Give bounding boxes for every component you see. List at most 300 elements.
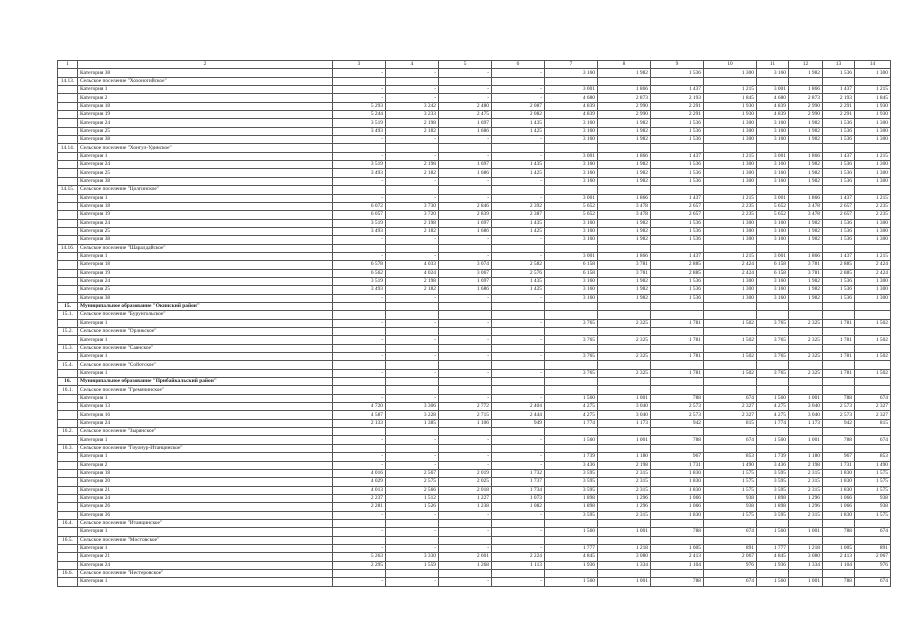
column-number: 2 <box>78 61 333 69</box>
value-cell: - <box>492 511 545 519</box>
value-cell: 967 <box>823 453 855 461</box>
value-cell: 2 873 <box>598 94 651 102</box>
value-cell <box>823 186 855 194</box>
table-row <box>58 294 891 302</box>
value-cell: 3 493 <box>333 227 386 235</box>
value-cell: 3 160 <box>545 161 598 169</box>
value-cell <box>439 361 492 369</box>
value-cell <box>704 328 757 336</box>
value-cell: 3 765 <box>757 353 789 361</box>
value-cell: 1 536 <box>823 127 855 135</box>
value-cell: 1 536 <box>651 169 704 177</box>
value-cell: 3 160 <box>757 294 789 302</box>
value-cell: 3 160 <box>757 69 789 77</box>
value-cell <box>823 344 855 352</box>
value-cell: 1 300 <box>855 127 891 135</box>
value-cell: 1 982 <box>789 119 823 127</box>
value-cell: 815 <box>704 419 757 427</box>
value-cell: 1 227 <box>439 494 492 502</box>
row-number-cell <box>58 161 78 169</box>
row-number-cell <box>58 169 78 177</box>
value-cell: 1 982 <box>789 236 823 244</box>
row-number-cell: 15.2. <box>58 328 78 336</box>
value-cell <box>855 77 891 85</box>
value-cell: 674 <box>704 578 757 586</box>
value-cell: 1 425 <box>492 286 545 294</box>
value-cell: 1 982 <box>789 169 823 177</box>
value-cell: 1 300 <box>704 227 757 235</box>
value-cell: 3 595 <box>545 469 598 477</box>
value-cell: - <box>439 544 492 552</box>
value-cell <box>333 244 386 252</box>
value-cell: 1 731 <box>823 461 855 469</box>
table-row <box>58 486 891 494</box>
table-header-row <box>58 61 891 69</box>
value-cell: 3 080 <box>789 553 823 561</box>
value-cell: 788 <box>651 394 704 402</box>
table-row <box>58 311 891 319</box>
row-name-cell: Сельское поселение "Зырянское" <box>78 428 333 436</box>
value-cell: 788 <box>823 528 855 536</box>
value-cell: - <box>386 336 439 344</box>
value-cell: 1 073 <box>492 494 545 502</box>
value-cell: - <box>439 453 492 461</box>
value-cell <box>439 569 492 577</box>
value-cell: 938 <box>855 494 891 502</box>
value-cell: - <box>333 194 386 202</box>
value-cell: 1 982 <box>598 169 651 177</box>
row-name-cell: Категория 25 <box>78 286 333 294</box>
value-cell: 3 160 <box>757 136 789 144</box>
value-cell: 1 898 <box>545 494 598 502</box>
row-name-cell: Категория 24 <box>78 561 333 569</box>
value-cell: 1 866 <box>598 152 651 160</box>
row-number-cell <box>58 236 78 244</box>
value-cell: 1 300 <box>704 294 757 302</box>
value-cell <box>757 378 789 386</box>
value-cell <box>855 569 891 577</box>
value-cell <box>492 378 545 386</box>
value-cell: - <box>492 336 545 344</box>
value-cell <box>545 428 598 436</box>
row-number-cell <box>58 252 78 260</box>
value-cell: 1 930 <box>855 111 891 119</box>
column-number: 5 <box>439 61 492 69</box>
value-cell: 1 982 <box>598 236 651 244</box>
value-cell: 1 982 <box>789 219 823 227</box>
value-cell: 1 536 <box>823 69 855 77</box>
value-cell: 674 <box>704 436 757 444</box>
value-cell: 1 982 <box>598 177 651 185</box>
value-cell: - <box>492 252 545 260</box>
value-cell: 1 575 <box>704 486 757 494</box>
value-cell: 1 781 <box>651 336 704 344</box>
table-row <box>58 569 891 577</box>
value-cell: - <box>492 236 545 244</box>
table-row <box>58 277 891 285</box>
value-cell: 1 686 <box>439 227 492 235</box>
value-cell: 1 215 <box>704 152 757 160</box>
row-number-cell <box>58 69 78 77</box>
value-cell <box>757 536 789 544</box>
value-cell: 6 158 <box>545 261 598 269</box>
value-cell: 1 686 <box>439 286 492 294</box>
value-cell <box>386 302 439 310</box>
value-cell: - <box>439 336 492 344</box>
table-row <box>58 536 891 544</box>
value-cell: 1 300 <box>855 227 891 235</box>
value-cell: 1 536 <box>651 127 704 135</box>
value-cell <box>789 386 823 394</box>
value-cell: 1 936 <box>545 561 598 569</box>
row-name-cell: Категория 1 <box>78 194 333 202</box>
value-cell: - <box>386 136 439 144</box>
value-cell: 976 <box>704 561 757 569</box>
table-row <box>58 86 891 94</box>
value-cell: 1 001 <box>598 394 651 402</box>
value-cell: 2 198 <box>789 461 823 469</box>
value-cell: - <box>333 394 386 402</box>
value-cell: 3 765 <box>545 319 598 327</box>
table-row <box>58 553 891 561</box>
value-cell: - <box>492 544 545 552</box>
value-cell: 1 300 <box>855 161 891 169</box>
value-cell: - <box>386 252 439 260</box>
value-cell <box>598 77 651 85</box>
value-cell: 3 330 <box>386 553 439 561</box>
value-cell: 1 866 <box>598 252 651 260</box>
value-cell <box>757 244 789 252</box>
value-cell: 2 325 <box>789 353 823 361</box>
value-cell: 1 936 <box>757 561 789 569</box>
value-cell <box>704 144 757 152</box>
value-cell: 4 275 <box>757 411 789 419</box>
value-cell: 1 781 <box>651 319 704 327</box>
row-number-cell <box>58 111 78 119</box>
value-cell: 2 573 <box>651 403 704 411</box>
value-cell: 4 029 <box>333 478 386 486</box>
value-cell: 3 040 <box>789 403 823 411</box>
value-cell: 1 300 <box>704 236 757 244</box>
value-cell: - <box>333 152 386 160</box>
value-cell: 1 300 <box>704 177 757 185</box>
value-cell: - <box>492 436 545 444</box>
value-cell: 1 781 <box>651 369 704 377</box>
value-cell: - <box>386 461 439 469</box>
value-cell <box>823 311 855 319</box>
column-number: 12 <box>789 61 823 69</box>
value-cell: - <box>386 177 439 185</box>
row-number-cell <box>58 353 78 361</box>
value-cell: 3 160 <box>757 227 789 235</box>
table-row <box>58 578 891 586</box>
value-cell: - <box>492 353 545 361</box>
value-cell: - <box>333 252 386 260</box>
value-cell: 949 <box>492 419 545 427</box>
value-cell: 1 575 <box>855 486 891 494</box>
value-cell: 1 300 <box>704 119 757 127</box>
value-cell: 4 845 <box>545 553 598 561</box>
table-row <box>58 94 891 102</box>
value-cell <box>704 344 757 352</box>
row-number-cell <box>58 177 78 185</box>
value-cell <box>492 328 545 336</box>
value-cell: 2 198 <box>598 461 651 469</box>
value-cell: 2 657 <box>651 202 704 210</box>
value-cell: - <box>333 528 386 536</box>
value-cell <box>333 344 386 352</box>
table-row <box>58 344 891 352</box>
value-cell <box>855 186 891 194</box>
value-cell: 2 067 <box>855 553 891 561</box>
row-name-cell: Категория 38 <box>78 294 333 302</box>
value-cell: - <box>333 461 386 469</box>
value-cell: 1 686 <box>439 169 492 177</box>
value-cell: 1 173 <box>789 419 823 427</box>
value-cell: 1 218 <box>789 544 823 552</box>
value-cell: - <box>386 94 439 102</box>
value-cell <box>789 77 823 85</box>
row-name-cell: Категория 19 <box>78 269 333 277</box>
value-cell: 674 <box>704 528 757 536</box>
value-cell: 4 016 <box>333 469 386 477</box>
table-row <box>58 444 891 452</box>
value-cell: 788 <box>651 436 704 444</box>
value-cell: 1 512 <box>386 494 439 502</box>
row-name-cell: Сельское поселение "Бурунгольское" <box>78 311 333 319</box>
value-cell: 2 325 <box>598 336 651 344</box>
row-number-cell <box>58 336 78 344</box>
value-cell: 1 774 <box>545 419 598 427</box>
value-cell: 1 001 <box>789 528 823 536</box>
value-cell: 4 013 <box>333 486 386 494</box>
value-cell: 1 536 <box>823 119 855 127</box>
value-cell <box>386 311 439 319</box>
value-cell: 2 873 <box>789 94 823 102</box>
value-cell: 1 982 <box>789 294 823 302</box>
value-cell <box>651 444 704 452</box>
table-row <box>58 519 891 527</box>
value-cell: 2 019 <box>439 469 492 477</box>
value-cell: 3 001 <box>545 194 598 202</box>
row-number-cell: 14.14. <box>58 144 78 152</box>
value-cell: 1 982 <box>789 136 823 144</box>
value-cell: 2 327 <box>855 411 891 419</box>
row-number-cell <box>58 269 78 277</box>
value-cell: 2 315 <box>598 469 651 477</box>
value-cell <box>439 536 492 544</box>
value-cell: 1 066 <box>823 494 855 502</box>
value-cell: 1 490 <box>855 461 891 469</box>
value-cell <box>757 519 789 527</box>
value-cell <box>704 444 757 452</box>
value-cell: - <box>333 294 386 302</box>
value-cell <box>333 186 386 194</box>
row-name-cell: Сельское поселение "Гоуонур-Итанцинское" <box>78 444 333 452</box>
value-cell: 1 300 <box>855 236 891 244</box>
value-cell <box>492 311 545 319</box>
row-number-cell: 14.15. <box>58 186 78 194</box>
row-name-cell: Категория 1 <box>78 528 333 536</box>
row-name-cell: Муниципальное образование "Прибайкальский район" <box>78 378 333 386</box>
value-cell: 1 866 <box>789 86 823 94</box>
value-cell: 1 104 <box>823 561 855 569</box>
value-cell <box>651 386 704 394</box>
value-cell <box>598 186 651 194</box>
value-cell: 1 296 <box>789 494 823 502</box>
value-cell: 1 982 <box>598 219 651 227</box>
value-cell: 2 990 <box>598 102 651 110</box>
value-cell: 1 296 <box>598 503 651 511</box>
value-cell: 2 325 <box>789 319 823 327</box>
row-name-cell: Категория 1 <box>78 578 333 586</box>
row-number-cell <box>58 578 78 586</box>
value-cell: 2 846 <box>439 202 492 210</box>
value-cell: 1 502 <box>855 369 891 377</box>
value-cell <box>492 361 545 369</box>
value-cell <box>492 302 545 310</box>
value-cell: 1 560 <box>545 578 598 586</box>
value-cell: - <box>333 177 386 185</box>
row-number-cell <box>58 369 78 377</box>
value-cell: 3 160 <box>545 227 598 235</box>
value-cell: 1 437 <box>823 152 855 160</box>
value-cell: - <box>492 94 545 102</box>
column-number: 10 <box>704 61 757 69</box>
value-cell: 1 536 <box>651 177 704 185</box>
value-cell: 3 242 <box>386 102 439 110</box>
value-cell: 5 244 <box>333 111 386 119</box>
value-cell: 1 536 <box>651 161 704 169</box>
value-cell: 1 435 <box>492 119 545 127</box>
row-number-cell <box>58 152 78 160</box>
row-name-cell: Категория 1 <box>78 152 333 160</box>
value-cell <box>333 378 386 386</box>
value-cell: 3 595 <box>545 486 598 494</box>
value-cell <box>333 428 386 436</box>
value-cell <box>492 536 545 544</box>
value-cell: 1 215 <box>855 152 891 160</box>
row-name-cell: Категория 18 <box>78 261 333 269</box>
value-cell: 1 866 <box>598 86 651 94</box>
value-cell: 1 215 <box>704 252 757 260</box>
value-cell: 2 235 <box>704 202 757 210</box>
value-cell <box>439 328 492 336</box>
row-number-cell <box>58 119 78 127</box>
table-row <box>58 386 891 394</box>
value-cell <box>855 328 891 336</box>
table-row <box>58 69 891 77</box>
value-cell <box>651 302 704 310</box>
value-cell <box>439 386 492 394</box>
value-cell: 1 300 <box>704 277 757 285</box>
value-cell: - <box>439 369 492 377</box>
value-cell: 4 024 <box>386 269 439 277</box>
row-name-cell: Категория 1 <box>78 319 333 327</box>
value-cell: 1 435 <box>492 161 545 169</box>
value-cell: 3 001 <box>757 152 789 160</box>
value-cell: 674 <box>855 528 891 536</box>
row-name-cell: Категория 1 <box>78 369 333 377</box>
value-cell <box>545 444 598 452</box>
value-cell <box>386 244 439 252</box>
table-row <box>58 436 891 444</box>
value-cell: 2 325 <box>598 319 651 327</box>
value-cell <box>704 569 757 577</box>
value-cell: 1 437 <box>651 194 704 202</box>
value-cell: 5 652 <box>545 202 598 210</box>
value-cell: 1 830 <box>823 469 855 477</box>
value-cell: 2 392 <box>492 202 545 210</box>
value-cell: 1 425 <box>492 127 545 135</box>
value-cell: - <box>333 436 386 444</box>
table-row <box>58 561 891 569</box>
value-cell: - <box>492 136 545 144</box>
value-cell <box>598 144 651 152</box>
value-cell: 3 765 <box>545 369 598 377</box>
value-cell: 2 573 <box>823 403 855 411</box>
value-cell: - <box>333 69 386 77</box>
value-cell: 2 291 <box>823 102 855 110</box>
table-row <box>58 194 891 202</box>
value-cell: 3 730 <box>386 202 439 210</box>
table-row <box>58 261 891 269</box>
value-cell: 1 437 <box>823 194 855 202</box>
table-row <box>58 102 891 110</box>
value-cell: 2 315 <box>789 478 823 486</box>
value-cell <box>545 144 598 152</box>
value-cell: 1 300 <box>855 219 891 227</box>
value-cell: - <box>492 369 545 377</box>
value-cell: 1 536 <box>823 236 855 244</box>
value-cell: - <box>439 252 492 260</box>
value-cell <box>651 519 704 527</box>
value-cell: 1 930 <box>855 102 891 110</box>
table-row <box>58 127 891 135</box>
value-cell <box>333 311 386 319</box>
value-cell: 1 218 <box>598 544 651 552</box>
value-cell: 3 781 <box>789 269 823 277</box>
value-cell: - <box>439 528 492 536</box>
value-cell: 3 160 <box>545 127 598 135</box>
value-cell <box>386 144 439 152</box>
value-cell: 1 334 <box>789 561 823 569</box>
value-cell: 1 560 <box>545 436 598 444</box>
value-cell: 1 066 <box>651 503 704 511</box>
table-row <box>58 227 891 235</box>
value-cell: 1 560 <box>757 436 789 444</box>
value-cell <box>789 302 823 310</box>
value-cell <box>651 428 704 436</box>
value-cell: 3 040 <box>598 411 651 419</box>
value-cell <box>492 569 545 577</box>
row-number-cell <box>58 286 78 294</box>
row-number-cell <box>58 261 78 269</box>
row-name-cell: Категория 26 <box>78 503 333 511</box>
value-cell: 2 235 <box>855 211 891 219</box>
value-cell: 1 536 <box>651 286 704 294</box>
table-row <box>58 186 891 194</box>
value-cell: 3 160 <box>545 69 598 77</box>
value-cell: 3 160 <box>757 161 789 169</box>
value-cell: 1 830 <box>823 478 855 486</box>
value-cell: 1 300 <box>704 127 757 135</box>
row-name-cell: Категория 21 <box>78 553 333 561</box>
value-cell: 1 575 <box>855 469 891 477</box>
value-cell: 1 300 <box>855 294 891 302</box>
row-name-cell: Муниципальное образование "Окинский район" <box>78 302 333 310</box>
value-cell <box>823 302 855 310</box>
